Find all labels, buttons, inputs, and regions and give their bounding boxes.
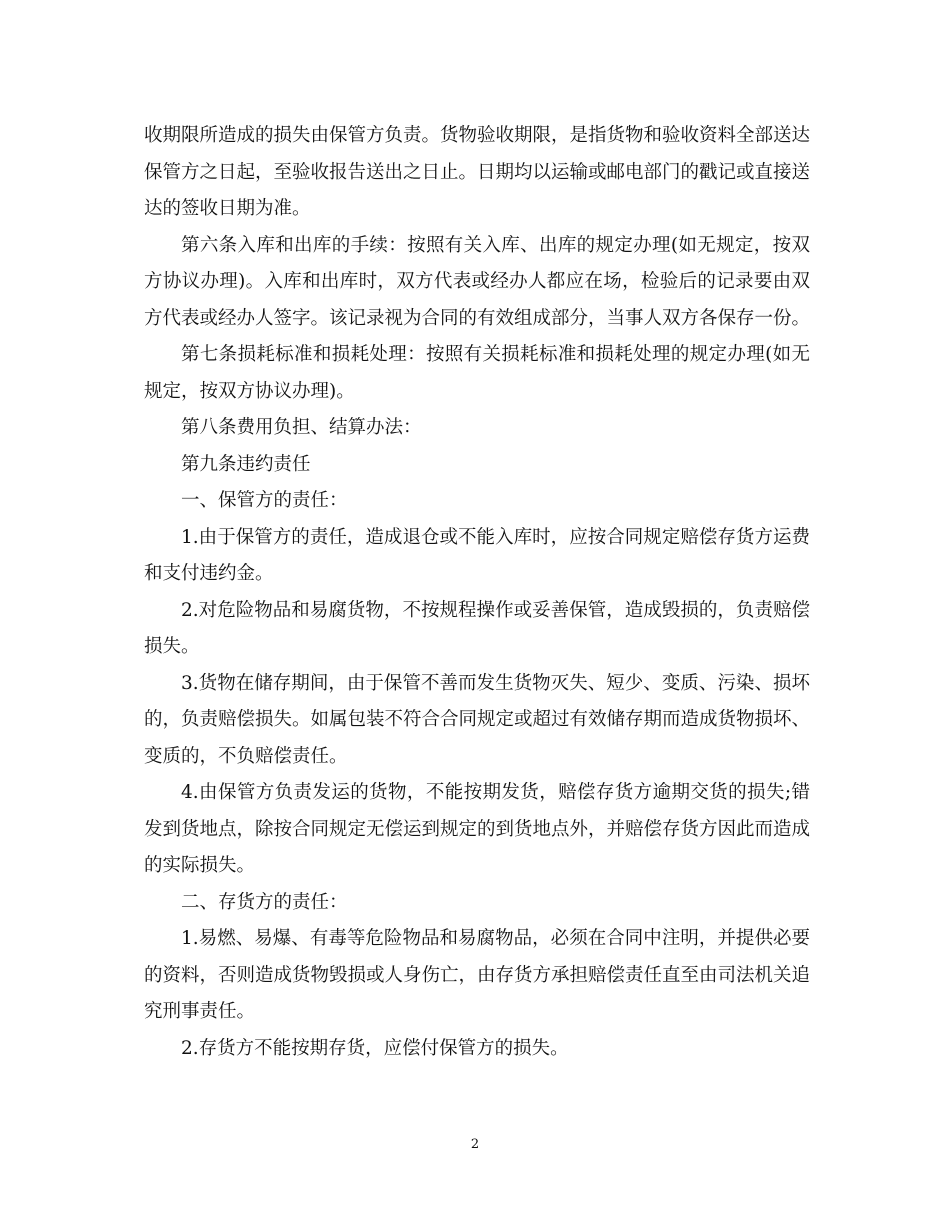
depositor-item-1: 1.易燃、易爆、有毒等危险物品和易腐物品，必须在合同中注明，并提供必要的资料，否则造成货物毁损或人身伤亡，由存货方承担赔偿责任直至由司法机关追究刑事责任。 <box>144 928 811 1022</box>
paragraph-article-6: 第六条入库和出库的手续：按照有关入库、出库的规定办理(如无规定，按双方协议办理)。入库和出库时，双方代表或经办人都应在场，检验后的记录要由双方代表或经办人签字。该记录视为合同的有效组成部分，当事人双方各保存一份。 <box>144 234 811 329</box>
section-custodian-liability: 一、保管方的责任： <box>181 490 348 511</box>
document-body <box>144 118 810 1067</box>
custodian-item-4: 4.由保管方负责发运的货物，不能按期发货，赔偿存货方逾期交货的损失;错发到货地点，除按合同规定无偿运到规定的到货地点外，并赔偿存货方因此而造成的实际损失。 <box>144 782 811 876</box>
custodian-item-2: 2.对危险物品和易腐货物，不按规程操作或妥善保管，造成毁损的，负责赔偿损失。 <box>144 599 810 657</box>
depositor-item-2: 2.存货方不能按期存货，应偿付保管方的损失。 <box>181 1037 569 1059</box>
section-depositor-liability: 二、存货方的责任： <box>181 891 348 913</box>
custodian-item-1: 1.由于保管方的责任，造成退仓或不能入库时，应按合同规定赔偿存货方运费和支付违约金。 <box>144 526 810 584</box>
paragraph-acceptance-period: 收期限所造成的损失由保管方负责。货物验收期限，是指货物和验收资料全部送达保管方之日起，至验收报告送出之日止。日期均以运输或邮电部门的戳记或直接送达的签收日期为准。 <box>144 125 811 219</box>
paragraph-article-7: 第七条损耗标准和损耗处理：按照有关损耗标准和损耗处理的规定办理(如无规定，按双方协议办理)。 <box>144 344 810 402</box>
custodian-item-3: 3.货物在储存期间，由于保管不善而发生货物灭失、短少、变质、污染、损坏的，负责赔偿损失。如属包装不符合合同规定或超过有效储存期而造成货物损坏、变质的，不负赔偿责任。 <box>144 672 811 767</box>
paragraph-article-9: 第九条违约责任 <box>181 453 311 475</box>
paragraph-article-8: 第八条费用负担、结算办法： <box>181 417 422 438</box>
page-number: 2 <box>470 1137 480 1152</box>
